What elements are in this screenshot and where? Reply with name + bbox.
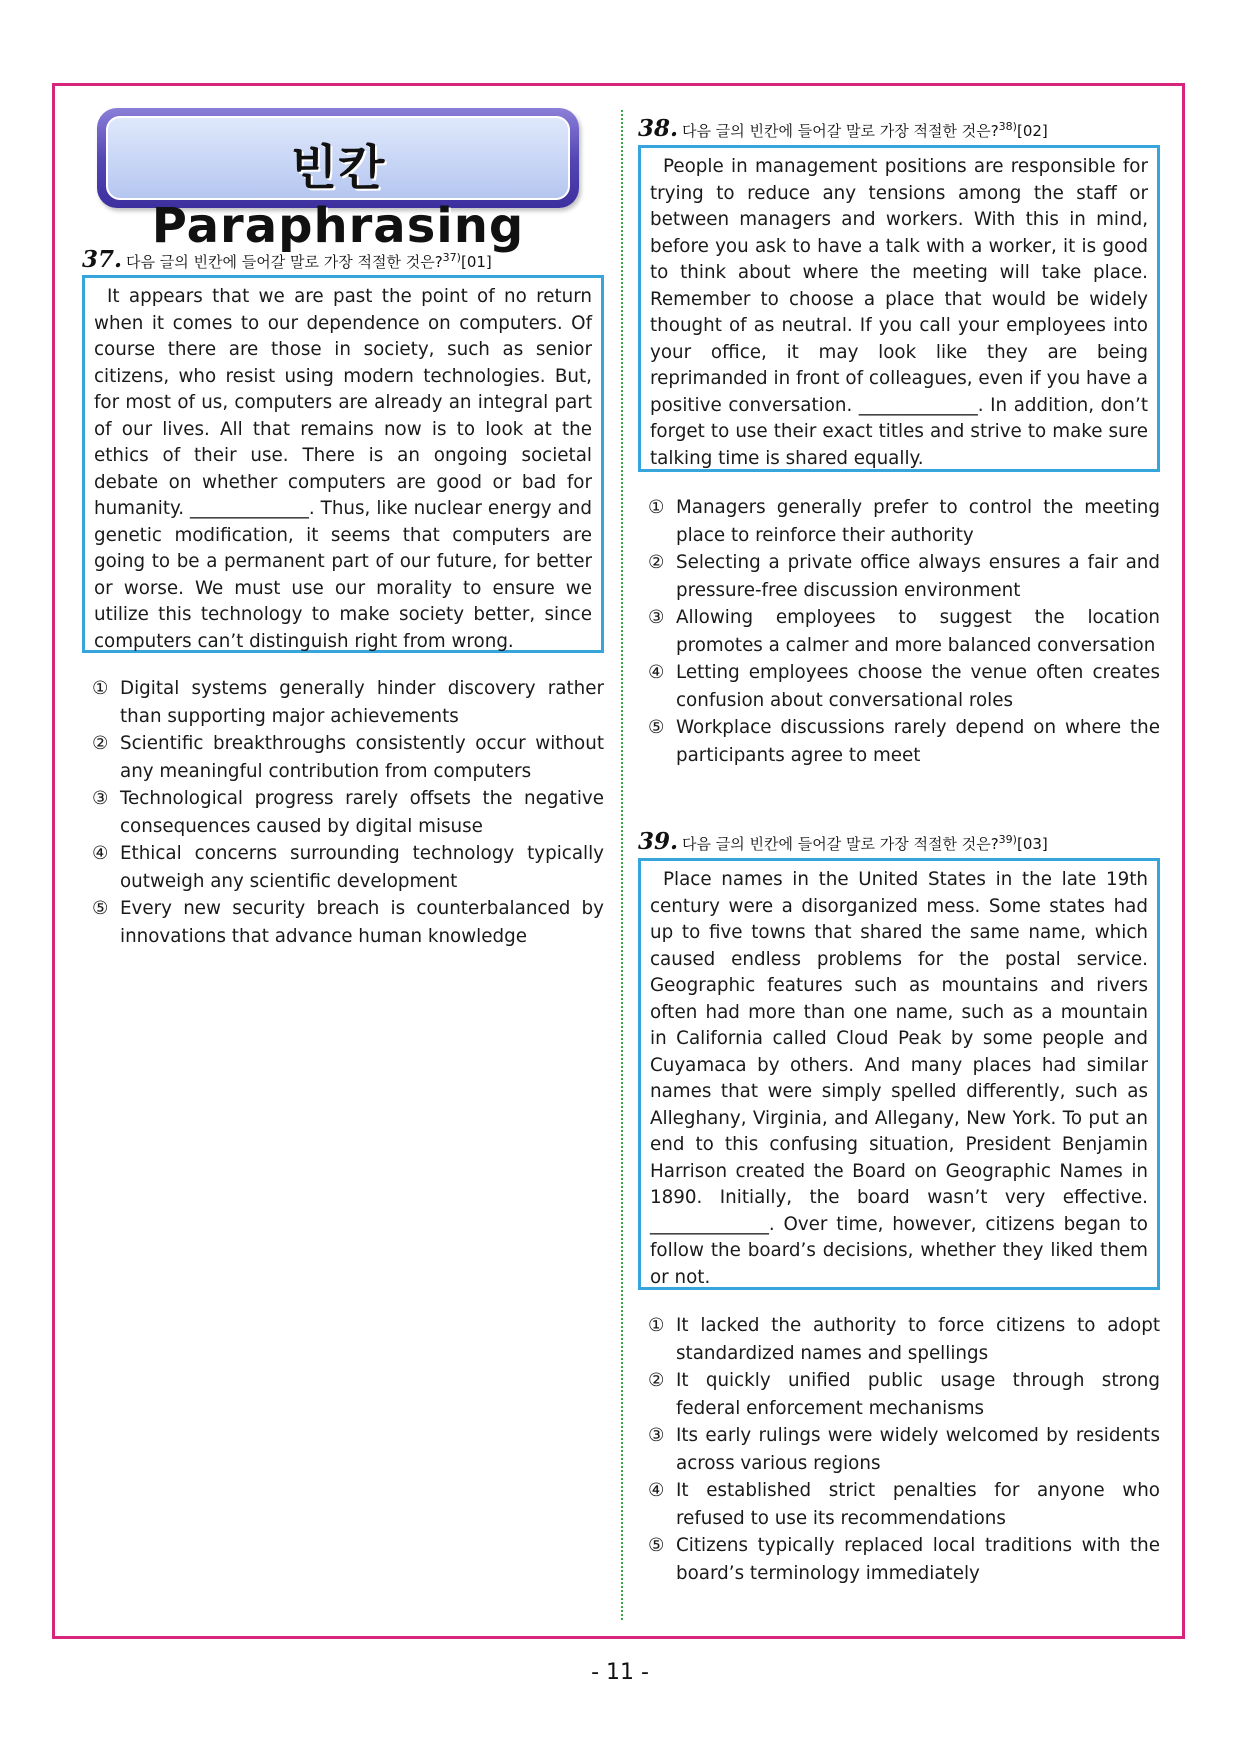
option-3[interactable]	[648, 1422, 1160, 1477]
option-text: It quickly unified public usage through strong federal enforcement mechanisms	[676, 1370, 1160, 1419]
option-text: Every new security breach is counterbalanced by innovations that advance human knowledge	[120, 898, 604, 947]
question-ref-code: [03]	[1016, 835, 1048, 853]
option-marker: ①	[648, 1315, 665, 1336]
option-marker: ⑤	[648, 1535, 665, 1556]
question-39-options	[648, 1312, 1160, 1587]
option-text: Ethical concerns surrounding technology typically outweigh any scientific development	[120, 843, 604, 892]
option-1[interactable]	[648, 494, 1160, 549]
question-prompt: 다음 글의 빈칸에 들어갈 말로 가장 적절한 것은?	[682, 835, 999, 853]
question-38-header	[638, 115, 1048, 142]
section-banner	[97, 108, 579, 254]
option-text: It lacked the authority to force citizens to adopt standardized names and spellings	[676, 1315, 1160, 1364]
option-5[interactable]	[648, 714, 1160, 769]
option-3[interactable]	[92, 785, 604, 840]
question-37-options	[92, 675, 604, 950]
option-5[interactable]	[92, 895, 604, 950]
question-37-header	[82, 246, 492, 273]
option-marker: ②	[648, 552, 665, 573]
option-5[interactable]	[648, 1532, 1160, 1587]
question-ref-sup: 38)	[998, 120, 1017, 133]
option-text: Technological progress rarely offsets the negative consequences caused by digital misuse	[120, 788, 604, 837]
question-number: 37.	[82, 246, 123, 273]
option-2[interactable]	[92, 730, 604, 785]
question-number: 39.	[638, 828, 679, 855]
option-text: Allowing employees to suggest the location promotes a calmer and more balanced conversation	[676, 607, 1160, 656]
column-divider	[621, 110, 623, 1620]
option-text: It established strict penalties for anyone who refused to use its recommendations	[676, 1480, 1160, 1529]
option-text: Workplace discussions rarely depend on where the participants agree to meet	[676, 717, 1160, 766]
option-1[interactable]	[92, 675, 604, 730]
option-text: Digital systems generally hinder discovery rather than supporting major achievements	[120, 678, 604, 727]
question-ref-sup: 37)	[442, 251, 461, 264]
section-title: 빈칸 Paraphrasing	[151, 140, 525, 254]
option-marker: ④	[648, 1480, 665, 1501]
question-39-passage: Place names in the United States in the late 19th century were a disorganized mess. Some states had up to five towns that shared the same name, which caused endless problems for the postal service. Geographic features such as mountains and rivers often had more than one name, such as a mountain in California called Cloud Peak by some people and Cuyamaca by others. And many places had similar names that were simply spelled differently, such as Alleghany, Virginia, and Allegany, New York. To put an end to this confusing situation, President Benjamin Harrison created the Board on Geographic Names in 1890. Initially, the board wasn’t very effective. _____________. Over time, however, citizens began to follow the board’s decisions, whether they liked them or not.	[638, 858, 1160, 1290]
question-prompt: 다음 글의 빈칸에 들어갈 말로 가장 적절한 것은?	[126, 253, 443, 271]
option-3[interactable]	[648, 604, 1160, 659]
option-2[interactable]	[648, 1367, 1160, 1422]
option-marker: ⑤	[648, 717, 665, 738]
banner-inner	[106, 116, 570, 254]
option-4[interactable]	[92, 840, 604, 895]
question-ref-code: [01]	[460, 253, 492, 271]
option-text: Selecting a private office always ensures a fair and pressure-free discussion environment	[676, 552, 1160, 601]
option-marker: ①	[648, 497, 665, 518]
option-text: Its early rulings were widely welcomed by residents across various regions	[676, 1425, 1160, 1474]
question-prompt: 다음 글의 빈칸에 들어갈 말로 가장 적절한 것은?	[682, 122, 999, 140]
page-number: - 11 -	[591, 1660, 649, 1685]
option-text: Managers generally prefer to control the meeting place to reinforce their authority	[676, 497, 1160, 546]
option-marker: ②	[92, 733, 109, 754]
question-37-passage: It appears that we are past the point of no return when it comes to our dependence on computers. Of course there are those in society, such as senior citizens, who resist using modern technologies. But, for most of us, computers are already an integral part of our lives. All that remains now is to look at the ethics of their use. There is an ongoing societal debate on whether computers are good or bad for humanity. _____________. Thus, like nuclear energy and genetic modification, it seems that computers are going to be a permanent part of our future, for better or worse. We must use our morality to ensure we utilize this technology to make society better, since computers can’t distinguish right from wrong.	[82, 275, 604, 653]
question-number: 38.	[638, 115, 679, 142]
option-text: Letting employees choose the venue often creates confusion about conversational roles	[676, 662, 1160, 711]
option-text: Citizens typically replaced local traditions with the board’s terminology immediately	[676, 1535, 1160, 1584]
option-text: Scientific breakthroughs consistently occur without any meaningful contribution from computers	[120, 733, 604, 782]
option-marker: ③	[648, 1425, 665, 1446]
option-marker: ④	[92, 843, 109, 864]
question-39-header	[638, 828, 1048, 855]
option-marker: ③	[92, 788, 109, 809]
option-2[interactable]	[648, 549, 1160, 604]
question-38-options	[648, 494, 1160, 769]
question-ref-sup: 39)	[998, 833, 1017, 846]
option-1[interactable]	[648, 1312, 1160, 1367]
option-marker: ④	[648, 662, 665, 683]
question-38-passage: People in management positions are responsible for trying to reduce any tensions among the staff or between managers and workers. With this in mind, before you ask to have a talk with a worker, it is good to think about where the meeting will take place. Remember to choose a place that would be widely thought of as neutral. If you call your employees into your office, it may look like they are being reprimanded in front of colleagues, even if you have a positive conversation. _____________. In addition, don’t forget to use their exact titles and strive to make sure talking time is shared equally.	[638, 145, 1160, 472]
option-marker: ⑤	[92, 898, 109, 919]
question-ref-code: [02]	[1016, 122, 1048, 140]
option-marker: ③	[648, 607, 665, 628]
option-marker: ②	[648, 1370, 665, 1391]
option-4[interactable]	[648, 1477, 1160, 1532]
option-4[interactable]	[648, 659, 1160, 714]
option-marker: ①	[92, 678, 109, 699]
